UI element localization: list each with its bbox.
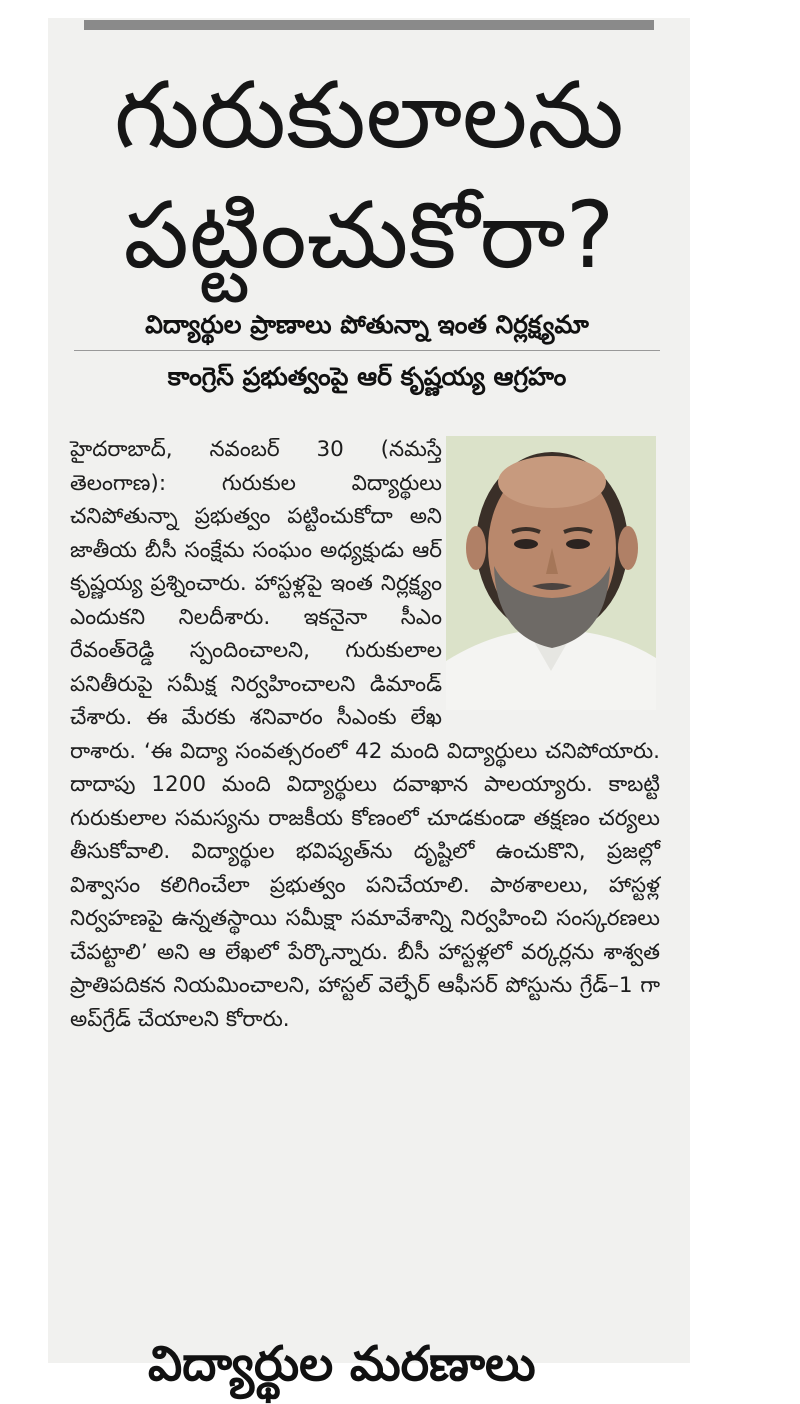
article-body-text: గురుకుల విద్యార్థులు చనిపోతున్నా ప్రభుత్వం పట్టించుకోదా అని జాతీయ బీసీ సంక్షేమ సంఘం అధ్యక్షుడు ఆర్ కృష్ణయ్య ప్రశ్నించారు. హాస్టళ్లపై ఇంత నిర్లక్ష్యం ఎందుకని నిలదీశారు. ఇకనైనా సీఎం రేవంత్‌రెడ్డి స్పందించాలని, గురుకులాల పనితీరుపై సమీక్ష నిర్వహించాలని డిమాండ్ చేశారు. ఈ మేరకు శనివారం సీఎంకు లేఖ రాశారు. ‘ఈ విద్యా సంవత్సరంలో 42 మంది విద్యార్థులు చనిపోయారు. దాదాపు 1200 మంది విద్యార్థులు దవాఖాన పాలయ్యారు. కాబట్టి గురుకులాల సమస్యను రాజకీయ కోణంలో చూడకుండా తక్షణం చర్యలు తీసుకోవాలి. విద్యార్థుల భవిష్యత్‌ను దృష్టిలో ఉంచుకొని, ప్రజల్లో విశ్వాసం కలిగించేలా ప్రభుత్వం పనిచేయాలి. పాఠశాలలు, హాస్టళ్ల నిర్వహణపై ఉన్నతస్థాయి సమీక్షా సమావేశాన్ని నిర్వహించి సంస్కరణలు చేపట్టాలి’ అని ఆ లేఖలో పేర్కొన్నారు. బీసీ హాస్టళ్లలో వర్కర్లను శాశ్వత ప్రాతిపదికన నియమించాలని, హాస్టల్ వెల్ఫేర్ ఆఫీసర్ పోస్టును గ్రేడ్–1 గా అప్‌గ్రేడ్ చేయాలని కోరారు.: [70, 470, 660, 1032]
headline-line-1: గురుకులాలను: [114, 62, 624, 169]
next-article-headline-partial: విద్యార్థుల మరణాలు: [148, 1336, 536, 1392]
article-dateline: హైదరాబాద్, నవంబర్ 30 (నమస్తే తెలంగాణ):: [70, 437, 442, 496]
article-body: [70, 433, 660, 1036]
subheading-1: విద్యార్థుల ప్రాణాలు పోతున్నా ఇంత నిర్లక్ష్యమా: [145, 310, 589, 339]
subheading-2: కాంగ్రెస్ ప్రభుత్వంపై ఆర్ కృష్ణయ్య ఆగ్రహం: [167, 362, 567, 391]
subheading-divider: [74, 350, 660, 351]
top-rule: [84, 20, 654, 30]
headline-line-2: పట్టించుకోరా?: [123, 182, 615, 289]
newspaper-clipping: [48, 18, 690, 1392]
photo-wrap-space: [442, 433, 660, 715]
